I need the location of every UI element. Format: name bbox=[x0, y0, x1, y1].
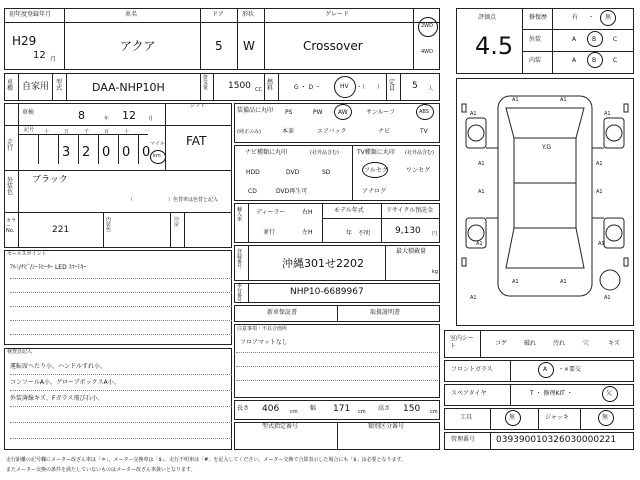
equip-abs: ABS bbox=[419, 109, 429, 115]
capacity-unit: 人 bbox=[428, 86, 434, 92]
repair-label: 修復歴 bbox=[529, 14, 548, 21]
type-designation-label: 型式指定番号 bbox=[262, 423, 299, 430]
inspection-month: 12 bbox=[122, 109, 136, 122]
fuel-selected: HV bbox=[340, 83, 349, 90]
notes-block bbox=[234, 324, 440, 398]
interior-grade-c: C bbox=[613, 57, 618, 64]
navi-sublabel: (社外品含む) bbox=[310, 150, 339, 156]
interior-label: 内装 bbox=[529, 57, 542, 64]
exterior-grade-c: C bbox=[613, 36, 618, 43]
equip-leather: 本革 bbox=[282, 128, 295, 135]
mileage-unit-km: km bbox=[153, 153, 161, 159]
equip-airbag: エアバック bbox=[317, 128, 347, 135]
spare-selected: 欠 bbox=[606, 390, 613, 397]
import-label: 輸入車 bbox=[237, 207, 243, 223]
odometer-digit-label: 万 bbox=[64, 129, 70, 135]
model-year-value: 年 不明 bbox=[346, 230, 371, 237]
tools-label: 工具 bbox=[460, 414, 473, 421]
mileage-label: 走行 bbox=[7, 139, 14, 152]
navi-hdd: HDD bbox=[246, 169, 260, 176]
model-year-label: モデル年式 bbox=[334, 207, 364, 214]
tv-oneseg: ワンセグ bbox=[406, 167, 431, 174]
odometer-digit: 3 bbox=[62, 145, 71, 160]
grade-value: Crossover bbox=[303, 39, 363, 53]
notes-label: 注意事項・不具合箇所 bbox=[237, 326, 288, 332]
equip-navi: ナビ bbox=[378, 128, 391, 135]
capacity-value: 5 bbox=[412, 81, 418, 91]
tools-value: 無 bbox=[509, 414, 516, 421]
front-glass-label: フロントガラス bbox=[451, 366, 493, 373]
windshield-mark: Y.G bbox=[542, 144, 552, 151]
shape-label: 形状 bbox=[242, 11, 255, 18]
tv-sublabel: (社外品含む) bbox=[405, 150, 434, 156]
recycle-fee-value: 9,130 bbox=[395, 226, 421, 236]
length-value: 406 bbox=[262, 404, 280, 414]
usage-value: 自家用 bbox=[22, 82, 50, 92]
capacity-label: 定員 bbox=[389, 79, 396, 92]
tv-fullseg: フルセグ bbox=[364, 167, 388, 174]
odometer-digit: 0 bbox=[142, 145, 151, 160]
repair-has: 有 bbox=[572, 14, 579, 21]
color-no-value: 221 bbox=[52, 225, 70, 235]
shift-value: FAT bbox=[186, 134, 207, 148]
sheet-yogore: 汚れ bbox=[553, 340, 566, 347]
odometer-digit: 2 bbox=[82, 145, 91, 160]
width-label: 幅 bbox=[310, 405, 317, 412]
length-unit: cm bbox=[290, 409, 298, 415]
front-glass-rest: ・×要交 bbox=[558, 366, 582, 373]
rating-label: 評価点 bbox=[478, 14, 497, 21]
width-unit: cm bbox=[358, 409, 366, 415]
sheet-yabure: 破れ bbox=[524, 340, 537, 347]
control-value: 039390010326030000221 bbox=[496, 435, 617, 445]
inspector-note-1: 運転席へたり小、ハンドルすれ小、 bbox=[10, 363, 107, 370]
inspection-month-unit: 月 bbox=[148, 116, 154, 122]
selling-points-text: ｱﾙﾐ/ﾅﾋﾞ/ｼｰﾄﾋｰﾀｰ LED ｽﾏｰﾄｷｰ bbox=[10, 264, 87, 271]
mark-6: A1 bbox=[596, 161, 603, 167]
interior-sheet-label: 室内シート bbox=[450, 335, 475, 350]
model-value: DAA-NHP10H bbox=[92, 81, 165, 94]
selling-points-label: セールスポイント bbox=[7, 251, 47, 257]
max-load-label: 最大積載量 bbox=[396, 248, 427, 255]
mark-13: A1 bbox=[470, 295, 477, 301]
usage-label: 車種 bbox=[7, 79, 14, 92]
color-no-label: カラーNo. bbox=[6, 218, 17, 234]
odometer-digit-label: 十 bbox=[44, 129, 50, 135]
shift-label: シフト bbox=[190, 103, 206, 109]
inspection-label: 車検 bbox=[22, 109, 35, 116]
fuel-options: G ・ D ・ bbox=[294, 84, 321, 91]
mark-4: A1 bbox=[604, 111, 611, 117]
equipment-sublabel: (純正のみ) bbox=[237, 129, 261, 135]
navi-dvd-play: DVD再生可 bbox=[276, 188, 308, 195]
shape-value: W bbox=[243, 39, 255, 53]
equip-pw: PW bbox=[313, 109, 323, 116]
equip-aw: AW bbox=[338, 109, 348, 116]
odometer-digit: 0 bbox=[122, 145, 131, 160]
import-dealer: ディーラー bbox=[256, 209, 286, 216]
front-glass-selected: A bbox=[543, 366, 548, 373]
car-name: アクア bbox=[120, 39, 156, 53]
mark-1: A1 bbox=[512, 97, 519, 103]
control-label: 管理番号 bbox=[451, 436, 476, 443]
sheet-ana: 穴 bbox=[583, 340, 590, 347]
inspection-year-unit: 年 bbox=[104, 116, 110, 122]
mark-14: A1 bbox=[604, 295, 611, 301]
exterior-grade-b: B bbox=[592, 36, 597, 43]
navi-cd: CD bbox=[248, 188, 257, 195]
import-parallel: 並行 bbox=[263, 229, 276, 236]
mark-11: A1 bbox=[512, 279, 519, 285]
mark-7: A1 bbox=[478, 189, 485, 195]
cc-unit: CC bbox=[255, 87, 262, 93]
door-value: 5 bbox=[215, 39, 223, 53]
navi-dvd: DVD bbox=[286, 169, 300, 176]
odometer-digit-label: 百 bbox=[104, 129, 110, 135]
odometer-digit: 0 bbox=[102, 145, 111, 160]
chassis-label: 車台番号 bbox=[237, 283, 243, 304]
mark-12: A1 bbox=[560, 279, 567, 285]
chassis-value: NHP10-6689967 bbox=[290, 287, 364, 297]
fuel-label: 燃料 bbox=[267, 79, 274, 92]
odometer-digit-label: 一 bbox=[144, 129, 150, 135]
import-right: 右H bbox=[302, 209, 313, 216]
drive-2wd: 2WD bbox=[421, 23, 433, 29]
tv-analog: アナログ bbox=[362, 188, 387, 195]
spare-label: スペアタイヤ bbox=[451, 390, 487, 397]
new-warranty: 新車保証書 bbox=[267, 309, 298, 316]
inspector-note-3: 外装薄線キズ、Fガラス飛び石小、 bbox=[10, 395, 104, 402]
color-value: ブラック bbox=[32, 175, 68, 185]
jack-label: ジャッキ bbox=[545, 414, 569, 421]
exterior-grade-a: A bbox=[572, 36, 577, 43]
ac-label: 冷房 bbox=[174, 217, 180, 228]
interior-grade-a: A bbox=[572, 57, 577, 64]
recycle-fee-yen: 円 bbox=[432, 231, 438, 237]
color-label: 外装色 bbox=[7, 177, 14, 196]
width-value: 171 bbox=[333, 404, 351, 414]
mark-3: A1 bbox=[470, 111, 477, 117]
footer-line-1: 走行距離の記号欄にメーター改ざん車は「＊」、メーター交換車は「$」、走行不明車は「#」を記入してください。メーター交換で合算表示した場合にも「$」は必要となります。 bbox=[6, 457, 407, 463]
height-label: 高さ bbox=[378, 405, 391, 412]
equip-sunroof: サンルーフ bbox=[366, 109, 396, 116]
registration-label: 登録番号 bbox=[237, 249, 243, 270]
manual: 取扱説明書 bbox=[370, 309, 401, 316]
interior-grade-b: B bbox=[592, 57, 597, 64]
odometer-digit-label: 千 bbox=[84, 129, 90, 135]
door-label: ドア bbox=[212, 11, 224, 18]
repair-none: 無 bbox=[605, 14, 612, 21]
length-label: 長さ bbox=[237, 405, 250, 412]
notes-value: フロアマットなし bbox=[240, 339, 288, 346]
equip-ps: PS bbox=[285, 109, 293, 116]
odometer-digit-label: 十 bbox=[124, 129, 130, 135]
category-label: 類別区分番号 bbox=[368, 423, 405, 430]
drive-4wd: 4WD bbox=[421, 49, 433, 55]
mark-8: A1 bbox=[596, 189, 603, 195]
first-reg-month: 12 bbox=[33, 50, 46, 61]
first-reg-year: H29 bbox=[12, 34, 37, 48]
mileage-unit-mile: マイル bbox=[150, 141, 165, 147]
registration-number: 沖縄301せ2202 bbox=[282, 257, 364, 270]
interior-color-label: 内装色 bbox=[106, 217, 112, 233]
navi-label: ナビ種類に丸印 bbox=[245, 149, 288, 156]
height-unit: cm bbox=[430, 409, 438, 415]
color-note: （ ）色替車は色替と記入 bbox=[128, 197, 219, 203]
max-load-kg: kg bbox=[432, 269, 439, 275]
repair-sep: ・ bbox=[588, 14, 595, 21]
mark-9: A1 bbox=[476, 241, 483, 247]
sheet-koge: コゲ bbox=[495, 340, 508, 347]
height-value: 150 bbox=[403, 404, 421, 414]
mileage-mark-label: 記号 bbox=[24, 127, 35, 133]
mark-5: A1 bbox=[478, 161, 485, 167]
spare-options: T ・ 修理KIT ・ bbox=[530, 390, 573, 397]
displacement-label: 排気量 bbox=[203, 75, 209, 91]
model-label: 型式 bbox=[56, 79, 63, 92]
grade-label: グレード bbox=[325, 11, 350, 18]
import-left: 左H bbox=[302, 229, 313, 236]
inspector-note-2: コンソールA小、グローブボックスA小、 bbox=[10, 379, 120, 386]
car-name-label: 車名 bbox=[125, 11, 138, 18]
equipment-label: 装備品に丸印 bbox=[237, 107, 274, 114]
mark-10: A1 bbox=[598, 241, 605, 247]
displacement-value: 1500 bbox=[228, 81, 251, 91]
first-reg-month-unit: 月 bbox=[50, 56, 57, 63]
sheet-kizu: キズ bbox=[608, 340, 620, 347]
jack-value: 無 bbox=[602, 414, 609, 421]
navi-sd: SD bbox=[322, 169, 331, 176]
rating-value: 4.5 bbox=[475, 32, 514, 60]
tv-label: TV種類に丸印 bbox=[357, 149, 395, 156]
inspector-notes-label: 検査員記入 bbox=[7, 349, 33, 355]
inspection-year: 8 bbox=[78, 109, 85, 122]
exterior-label: 外装 bbox=[529, 36, 542, 43]
equip-tv: TV bbox=[420, 128, 428, 135]
recycle-fee-label: リサイクル預託金 bbox=[386, 207, 434, 214]
mark-2: A1 bbox=[560, 97, 567, 103]
fuel-extra: ・（ ） bbox=[356, 84, 384, 91]
footer-line-2: またメーター交換の条件を満たしていないものはメーター改ざん車扱いとなります。 bbox=[6, 467, 196, 473]
first-reg-label: 初年度登録年月 bbox=[9, 11, 52, 18]
